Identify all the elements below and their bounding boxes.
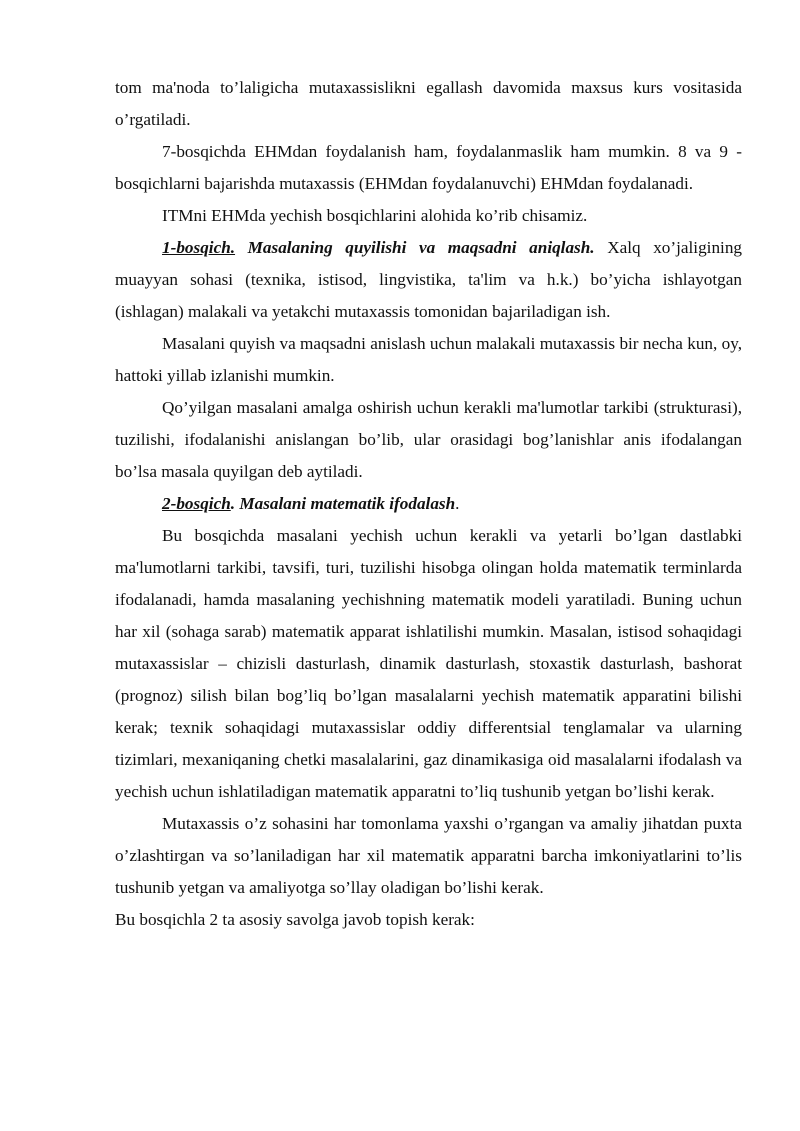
paragraph-intro — [115, 200, 742, 232]
paragraph-stage-2 — [115, 488, 742, 520]
paragraph-text: Mutaxassis o’z sohasini har tomonlama yaxshi o’rgangan va amaliy jihatdan puxta o’zlashtirgan va so’laniladigan har xil matematik apparatni barcha imkoniyatlarini to’lis tushunib yetgan va amaliyotga so’llay oladigan bo’lishi kerak. — [115, 814, 742, 897]
paragraph-stage-1-duration — [115, 328, 742, 392]
paragraph-continuation — [115, 72, 742, 136]
paragraph-specialist — [115, 808, 742, 904]
paragraph-text: . — [455, 494, 460, 513]
paragraph-text: Bu bosqichda masalani yechish uchun kerakli va yetarli bo’lgan dastlabki ma'lumotlarni tarkibi, tavsifi, turi, tuzilishi hisobga olingan holda matematik terminlarda ifodalanadi, hamda masalaning yechishning matematik modeli yaratiladi. Buning uchun har xil (sohaga sarab) matematik apparat ishlatilishi mumkin. Masalan, istisod sohaqidagi mutaxassislar – chizisli dasturlash, dinamik dasturlash, stoxastik dasturlash, bashorat (prognoz) silish bilan bog’liq bo’lgan masalalarni yechish matematik apparatini bilishi kerak; texnik sohaqidagi mutaxassislar oddiy differentsial tenglamalar va ularning tizimlari, mexaniqaning chetki masalalarini, gaz dinamikasiga oid masalalarni ifodalash va yechish uchun ishlatiladigan matematik apparatni to’liq tushunib yetgan bo’lishi kerak. — [115, 526, 742, 801]
document-page — [115, 72, 742, 936]
paragraph-text: Xalq xo’jaligining muayyan sohasi (texnika, istisod, lingvistika, ta'lim va h.k.) bo’yicha ishlayotgan (ishlagan) malakali va yetakchi mutaxassis tomonidan bajariladigan ish. — [115, 238, 743, 321]
paragraph-questions — [115, 904, 742, 936]
paragraph-text: tom ma'noda to’laligicha mutaxassislikni egallash davomida maxsus kurs vositasida o’rgatiladi. — [115, 78, 742, 129]
paragraph-stage-2-description — [115, 520, 742, 808]
paragraph-stage-1-definition — [115, 392, 742, 488]
paragraph-text: 7-bosqichda EHMdan foydalanish ham, foydalanmaslik ham mumkin. 8 va 9 - bosqichlarni bajarishda mutaxassis (EHMdan foydalanuvchi) EHMdan foydalanadi. — [115, 142, 742, 193]
stage-1-title: Masalaning quyilishi va maqsadni aniqlash. — [235, 238, 595, 257]
paragraph-text: Qo’yilgan masalani amalga oshirish uchun kerakli ma'lumotlar tarkibi (strukturasi), tuzilishi, ifodalanishi anislangan bo’lib, ular orasidagi bog’lanishlar anis ifodalangan bo’lsa masala quyilgan deb aytiladi. — [115, 398, 742, 481]
paragraph-text: Masalani quyish va maqsadni anislash uchun malakali mutaxassis bir necha kun, oy, hattoki yillab izlanishi mumkin. — [115, 334, 742, 385]
paragraph-text: ITMni EHMda yechish bosqichlarini alohida ko’rib chisamiz. — [162, 206, 588, 225]
paragraph-stage-1 — [115, 232, 742, 328]
paragraph-stage-7 — [115, 136, 742, 200]
paragraph-text: Bu bosqichla 2 ta asosiy savolga javob topish kerak: — [115, 910, 475, 929]
stage-2-title: . Masalani matematik ifodalash — [230, 494, 456, 513]
stage-2-number: 2-bosqich — [162, 494, 231, 513]
stage-1-number: 1-bosqich. — [162, 238, 236, 257]
